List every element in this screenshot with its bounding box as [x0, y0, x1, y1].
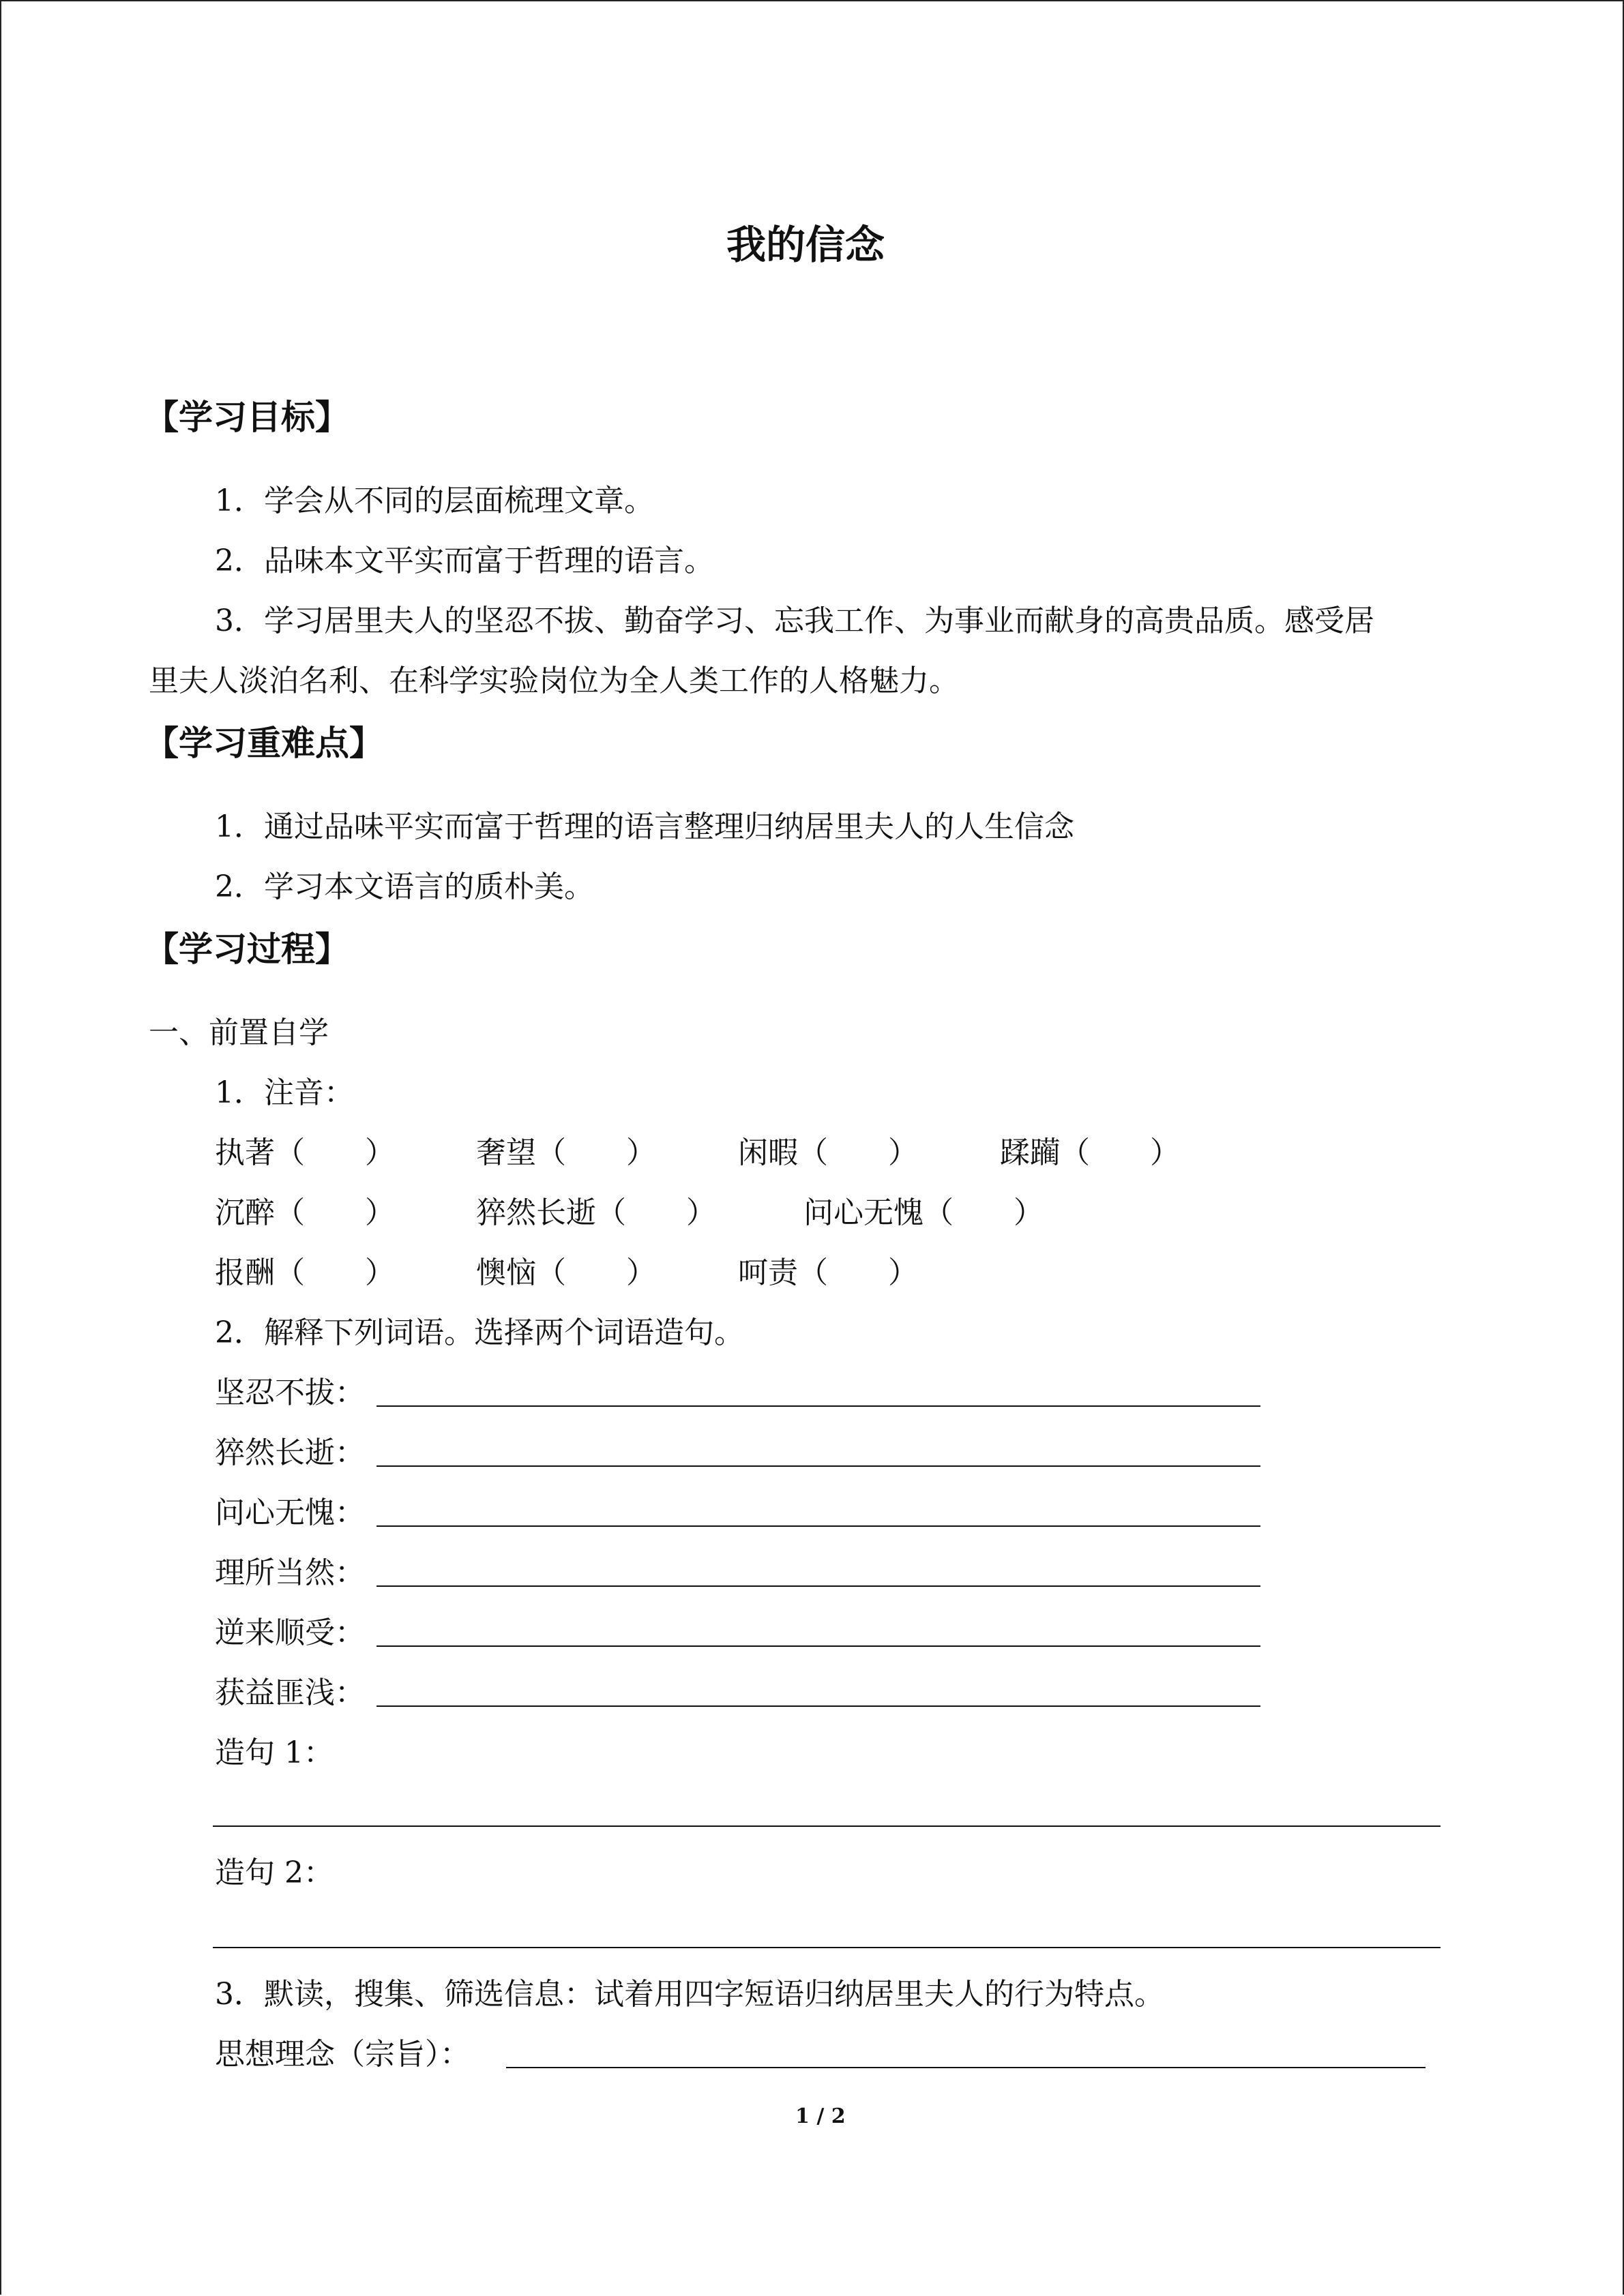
term-answer-line[interactable] [377, 1705, 1260, 1707]
section-heading-process: 【学习过程】 [145, 929, 349, 969]
pinyin-item: 奢望（ ） [476, 1135, 656, 1170]
pinyin-item: 报酬（ ） [215, 1255, 395, 1290]
keypoint-item-2: 2．学习本文语言的质朴美。 [215, 869, 594, 904]
pinyin-item: 懊恼（ ） [476, 1255, 656, 1290]
term-answer-line[interactable] [377, 1645, 1260, 1647]
goal-item-3: 3．学习居里夫人的坚忍不拔、勤奋学习、忘我工作、为事业而献身的高贵品质。感受居 [215, 603, 1374, 638]
page-title: 我的信念 [726, 222, 885, 268]
goal-item-3-cont: 里夫人淡泊名利、在科学实验岗位为全人类工作的人格魅力。 [149, 664, 959, 698]
section-heading-keypoints: 【学习重难点】 [145, 724, 383, 763]
pinyin-item: 猝然长逝（ ） [476, 1195, 716, 1230]
pinyin-item: 闲暇（ ） [738, 1135, 918, 1170]
q3-answer-line[interactable] [506, 2067, 1426, 2068]
term-label: 获益匪浅： [215, 1675, 365, 1710]
page-number: 1 / 2 [795, 2104, 846, 2128]
goal-item-1: 1．学会从不同的层面梳理文章。 [215, 483, 654, 518]
term-label: 问心无愧： [215, 1495, 365, 1530]
section-heading-goals: 【学习目标】 [145, 398, 349, 437]
pinyin-item: 沉醉（ ） [215, 1195, 395, 1230]
term-answer-line[interactable] [377, 1405, 1260, 1407]
pinyin-item: 蹂躏（ ） [1000, 1135, 1180, 1170]
term-label: 逆来顺受： [215, 1615, 365, 1650]
sentence-2-line[interactable] [213, 1947, 1441, 1948]
term-answer-line[interactable] [377, 1465, 1260, 1467]
sentence-1-line[interactable] [213, 1825, 1441, 1827]
pinyin-item: 执著（ ） [215, 1135, 395, 1170]
goal-item-2: 2．品味本文平实而富于哲理的语言。 [215, 543, 714, 578]
term-label: 理所当然： [215, 1555, 365, 1590]
q2-label: 2．解释下列词语。选择两个词语造句。 [215, 1315, 744, 1350]
part1-heading: 一、前置自学 [149, 1015, 329, 1050]
keypoint-item-1: 1．通过品味平实而富于哲理的语言整理归纳居里夫人的人生信念 [215, 809, 1074, 844]
q3-field-label: 思想理念（宗旨）： [215, 2037, 470, 2072]
q1-label: 1．注音： [215, 1075, 354, 1110]
term-answer-line[interactable] [377, 1585, 1260, 1587]
pinyin-item: 呵责（ ） [738, 1255, 918, 1290]
term-label: 猝然长逝： [215, 1435, 365, 1470]
sentence-1-label: 造句 1： [215, 1735, 334, 1770]
sentence-2-label: 造句 2： [215, 1855, 334, 1890]
term-label: 坚忍不拔： [215, 1375, 365, 1410]
q3-label: 3．默读，搜集、筛选信息：试着用四字短语归纳居里夫人的行为特点。 [215, 1977, 1164, 2012]
pinyin-item: 问心无愧（ ） [803, 1195, 1044, 1230]
term-answer-line[interactable] [377, 1525, 1260, 1527]
